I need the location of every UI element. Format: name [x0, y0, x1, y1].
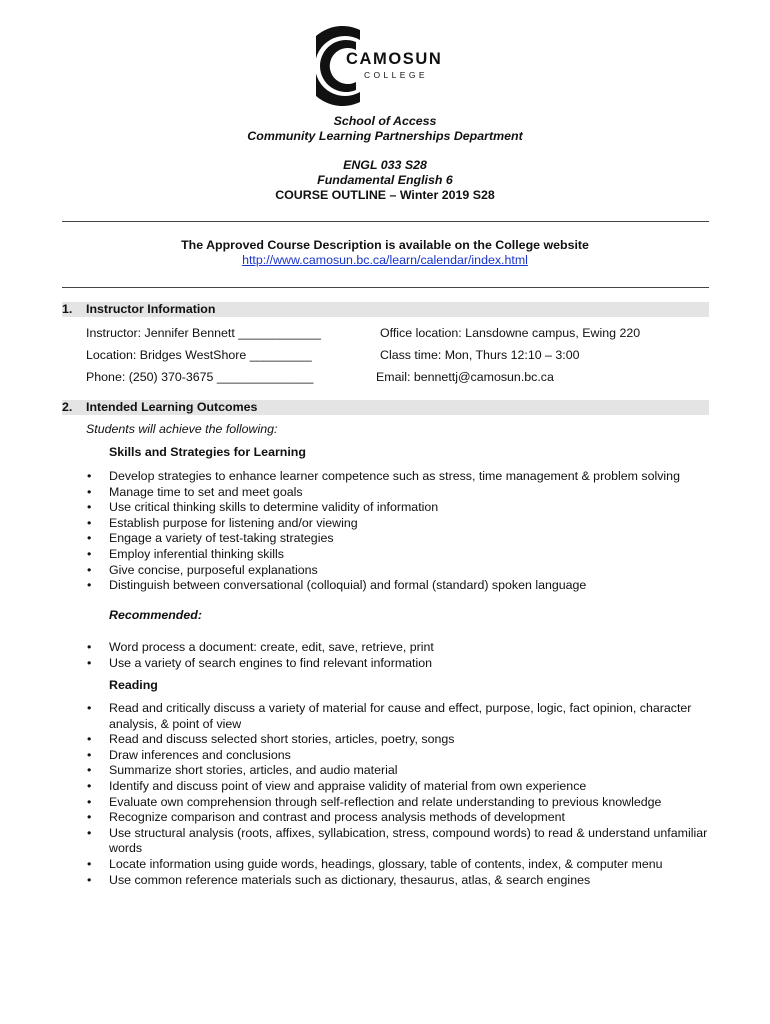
school-name: School of Access [333, 114, 437, 128]
skills-list [0, 469, 770, 594]
divider-bottom [62, 287, 709, 288]
calendar-link[interactable]: http://www.camosun.bc.ca/learn/calendar/index.html [242, 253, 528, 267]
list-item: • Establish purpose for listening and/or viewing [0, 516, 709, 532]
list-item: • Evaluate own comprehension through self-reflection and relate understanding to previous knowledge [0, 795, 709, 811]
section-number: 2. [62, 400, 73, 414]
list-item: • Locate information using guide words, headings, glossary, table of contents, index, & computer menu [0, 857, 709, 873]
list-item: • Engage a variety of test-taking strategies [0, 531, 709, 547]
class-time-field: Class time: Mon, Thurs 12:10 – 3:00 [380, 348, 580, 362]
list-item: • Identify and discuss point of view and appraise validity of material from own experience [0, 779, 709, 795]
phone-field: Phone: (250) 370-3675 ______________ [86, 370, 314, 384]
list-item: • Draw inferences and conclusions [0, 748, 709, 764]
list-item: • Word process a document: create, edit, save, retrieve, print [0, 640, 709, 656]
outline-title: COURSE OUTLINE – Winter 2019 S28 [275, 188, 495, 202]
list-item: • Employ inferential thinking skills [0, 547, 709, 563]
section-title: Instructor Information [86, 302, 216, 316]
list-item: • Read and discuss selected short stories, articles, poetry, songs [0, 732, 709, 748]
calendar-notice: The Approved Course Description is available on the College website [181, 238, 589, 252]
section-title: Intended Learning Outcomes [86, 400, 258, 414]
department-name: Community Learning Partnerships Department [247, 129, 523, 143]
list-item: • Use structural analysis (roots, affixes, syllabication, stress, compound words) to read & understand unfamiliar words [0, 826, 709, 857]
skills-heading: Skills and Strategies for Learning [109, 445, 306, 459]
section-number: 1. [62, 302, 73, 316]
list-item: • Develop strategies to enhance learner competence such as stress, time management & problem solving [0, 469, 709, 485]
list-item: • Distinguish between conversational (colloquial) and formal (standard) spoken language [0, 578, 709, 594]
course-code: ENGL 033 S28 [343, 158, 427, 172]
recommended-list [0, 640, 770, 671]
reading-heading: Reading [109, 678, 158, 692]
logo-subtitle: COLLEGE [364, 70, 428, 80]
email-field: Email: bennettj@camosun.bc.ca [376, 370, 554, 384]
list-item: • Read and critically discuss a variety of material for cause and effect, purpose, logic, fact opinion, character analysis, & point of view [0, 701, 709, 732]
list-item: • Manage time to set and meet goals [0, 485, 709, 501]
logo-wordmark: CAMOSUN [346, 50, 443, 68]
recommended-heading: Recommended: [109, 608, 202, 622]
location-field: Location: Bridges WestShore _________ [86, 348, 312, 362]
list-item: • Use critical thinking skills to determine validity of information [0, 500, 709, 516]
list-item: • Recognize comparison and contrast and process analysis methods of development [0, 810, 709, 826]
office-location-field: Office location: Lansdowne campus, Ewing 220 [380, 326, 641, 340]
list-item: • Summarize short stories, articles, and audio material [0, 763, 709, 779]
reading-list [0, 701, 770, 888]
instructor-field: Instructor: Jennifer Bennett ____________ [86, 326, 321, 340]
list-item: • Use a variety of search engines to find relevant information [0, 656, 709, 672]
section-outcomes-header [62, 400, 709, 415]
list-item: • Use common reference materials such as dictionary, thesaurus, atlas, & search engines [0, 873, 709, 889]
divider-top [62, 221, 709, 222]
section-instructor-header [62, 302, 709, 317]
list-item: • Give concise, purposeful explanations [0, 563, 709, 579]
outcomes-intro: Students will achieve the following: [86, 422, 278, 436]
course-name: Fundamental English 6 [317, 173, 453, 187]
